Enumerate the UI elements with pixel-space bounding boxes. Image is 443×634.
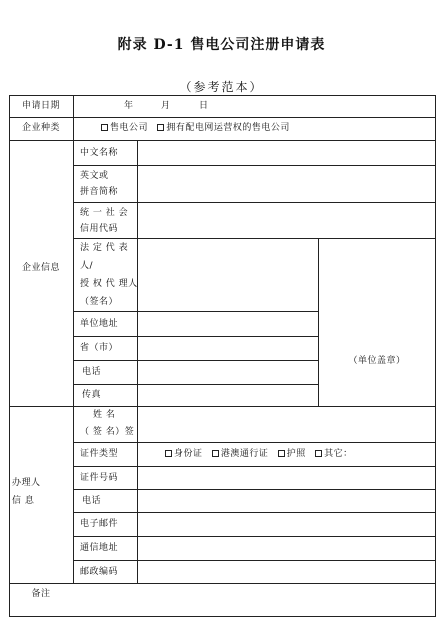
option-hk-macau-permit[interactable] <box>212 448 269 461</box>
option-other[interactable] <box>315 448 353 461</box>
option-label: 护照 <box>286 449 306 459</box>
checkbox-icon[interactable] <box>278 450 285 457</box>
row-divider <box>73 536 436 537</box>
row-divider <box>73 165 436 166</box>
agent-info-section-label-line2: 信 息 <box>12 496 35 506</box>
row-divider <box>9 583 436 584</box>
option-label: 港澳通行证 <box>220 449 269 459</box>
row-divider <box>73 202 436 203</box>
mail-address-label: 通信地址 <box>80 543 119 553</box>
remarks-label: 备注 <box>31 589 51 599</box>
company-phone-label: 电话 <box>82 367 102 377</box>
row-divider <box>73 311 318 312</box>
option-label: 售电公司 <box>110 123 149 133</box>
document-subtitle: （参考范本） <box>179 80 264 94</box>
option-passport[interactable] <box>278 448 306 461</box>
row-divider <box>73 489 436 490</box>
agent-name-label-line2: （ 签 名）签 <box>80 427 135 437</box>
legal-rep-label-line1: 法 定 代 表 <box>80 243 129 253</box>
option-label: 拥有配电网运营权的售电公司 <box>166 123 290 133</box>
address-label: 单位地址 <box>80 319 119 329</box>
fax-label: 传真 <box>82 390 102 400</box>
agent-phone-label: 电话 <box>82 496 102 506</box>
row-divider <box>73 360 318 361</box>
row-divider <box>73 560 436 561</box>
legal-rep-label-line4: （签名） <box>80 297 119 307</box>
company-seal-label: （单位盖章） <box>348 356 406 366</box>
row-divider <box>73 512 436 513</box>
row-divider <box>73 336 318 337</box>
option-id-card[interactable] <box>165 448 203 461</box>
agent-info-section-label-line1: 办理人 <box>12 478 41 488</box>
checkbox-icon[interactable] <box>315 450 322 457</box>
checkbox-icon[interactable] <box>101 124 108 131</box>
column-divider <box>73 95 74 583</box>
credit-code-label-line1: 统 一 社 会 <box>80 208 129 218</box>
email-label: 电子邮件 <box>80 519 119 529</box>
option-grid-operator-company[interactable] <box>157 122 290 135</box>
id-type-options <box>165 448 359 461</box>
apply-date-label: 申请日期 <box>21 101 60 111</box>
row-divider <box>73 238 436 239</box>
option-label: 其它： <box>324 449 353 459</box>
postcode-label: 邮政编码 <box>80 567 119 577</box>
row-divider <box>73 442 436 443</box>
apply-date-day: 日 <box>199 101 209 111</box>
id-number-label: 证件号码 <box>80 473 119 483</box>
document-title: 附录 D-1 售电公司注册申请表 <box>117 37 326 53</box>
option-sales-company[interactable] <box>101 122 148 135</box>
option-label: 身份证 <box>174 449 203 459</box>
agent-name-label-line1: 姓 名 <box>93 410 116 420</box>
row-divider <box>73 466 436 467</box>
id-type-label: 证件类型 <box>80 449 119 459</box>
legal-rep-label-line3: 授 权 代 理人 <box>80 279 138 289</box>
en-name-label-line1: 英文或 <box>80 171 109 181</box>
company-info-section-label: 企业信息 <box>21 263 60 273</box>
checkbox-icon[interactable] <box>165 450 172 457</box>
province-label: 省（市） <box>80 343 119 353</box>
checkbox-icon[interactable] <box>212 450 219 457</box>
column-divider <box>137 140 138 583</box>
apply-date-month: 月 <box>161 101 171 111</box>
apply-date-year: 年 <box>124 101 134 111</box>
column-divider <box>318 238 319 406</box>
credit-code-label-line2: 信用代码 <box>80 224 119 234</box>
company-type-label: 企业种类 <box>21 123 60 133</box>
cn-name-label: 中文名称 <box>80 148 119 158</box>
row-divider <box>73 384 318 385</box>
checkbox-icon[interactable] <box>157 124 164 131</box>
legal-rep-label-line2: 人/ <box>80 261 94 271</box>
company-type-options <box>101 122 296 135</box>
en-name-label-line2: 拼音简称 <box>80 187 119 197</box>
